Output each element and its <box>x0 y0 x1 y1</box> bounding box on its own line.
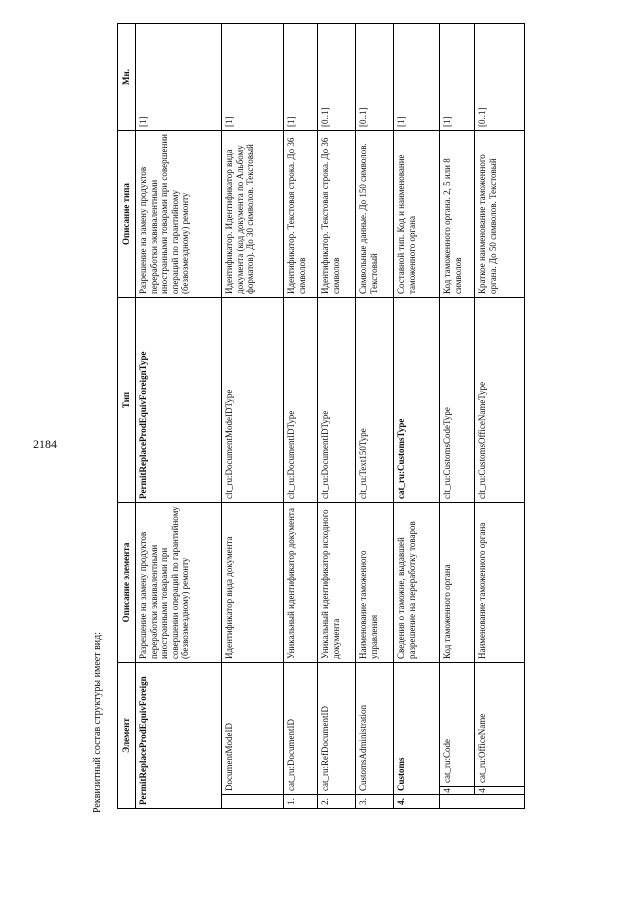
element-description: Уникальный идентификатор исходного документа <box>318 503 356 663</box>
type-description: Идентификатор. Идентификатор вида документа (код документа по Альбому форматов). До 30 символов. Текстовый <box>222 131 284 298</box>
multiplicity: [1] <box>136 24 222 131</box>
table-row <box>394 24 440 809</box>
indent-cell <box>440 795 475 809</box>
type-name: clt_ru:CustomsOfficeNameType <box>475 298 525 503</box>
indent-cell <box>475 795 525 809</box>
type-description: Идентификатор. Текстовая строка. До 36 символов <box>318 131 356 298</box>
multiplicity: [0..1] <box>356 24 394 131</box>
element-description: Сведения о таможне, выдавшей разрешение на переработку товаров <box>394 503 440 663</box>
element-name: cat_ru:OfficeName <box>475 663 525 787</box>
table-row <box>284 24 318 809</box>
multiplicity: [1] <box>284 24 318 131</box>
multiplicity: [1] <box>222 24 284 131</box>
table-row <box>136 24 222 809</box>
type-name: clt_ru:DocumentModeIDType <box>222 298 284 503</box>
type-name: clt_ru:DocumentIDType <box>284 298 318 503</box>
header-row <box>118 24 136 809</box>
element-description: Уникальный идентификатор документа <box>284 503 318 663</box>
row-number: 2. <box>318 795 356 809</box>
element-description: Наименование таможенного управления <box>356 503 394 663</box>
page-number: 2184 <box>33 437 57 451</box>
multiplicity: [0..1] <box>475 24 525 131</box>
header-type-description: Описание типа <box>118 131 136 298</box>
row-number: 4 <box>475 787 525 795</box>
element-description: Код таможенного органа <box>440 503 475 663</box>
header-element-description: Описание элемента <box>118 503 136 663</box>
table-row <box>440 24 475 809</box>
element-name: cat_ru:DocumentID <box>284 663 318 795</box>
element-description: Разрешение на замену продуктов переработки эквивалентными иностранными товарами при совершении операций по гарантийному (безвозмездному) ремонту <box>136 503 222 663</box>
header-element: Элемент <box>118 663 136 809</box>
header-type: Тип <box>118 298 136 503</box>
multiplicity: [0..1] <box>318 24 356 131</box>
type-description: Краткое наименование таможенного органа. До 50 символов. Текстовый <box>475 131 525 298</box>
element-name: cat_ru:RefDocumentID <box>318 663 356 795</box>
element-name: CustomsAdministration <box>356 663 394 795</box>
element-description: Идентификатор вида документа <box>222 503 284 663</box>
row-number: 4 <box>440 787 475 795</box>
table-row <box>318 24 356 809</box>
table-row <box>356 24 394 809</box>
row-number: 1. <box>284 795 318 809</box>
element-name: PermitReplaceProdEquivForeign <box>136 663 222 809</box>
type-description: Символьные данные. До 150 символов. Текстовый <box>356 131 394 298</box>
type-name: clt_ru:DocumentIDType <box>318 298 356 503</box>
structure-table <box>117 23 525 809</box>
row-number: 3. <box>356 795 394 809</box>
type-name: PermitReplaceProdEquivForeignType <box>136 298 222 503</box>
header-multiplicity: Мн. <box>118 24 136 131</box>
type-description: Идентификатор. Текстовая строка. До 36 символов <box>284 131 318 298</box>
indent-cell <box>222 795 284 809</box>
element-name: cat_ru:Code <box>440 663 475 787</box>
element-name: Customs <box>394 663 440 795</box>
table-row <box>475 24 525 809</box>
table-row <box>222 24 284 809</box>
intro-text: Реквизитный состав структуры имеет вид: <box>92 631 103 813</box>
element-name: DocumentModeID <box>222 663 284 795</box>
type-name: cat_ru:CustomsType <box>394 298 440 503</box>
type-name: clt_ru:Text150Type <box>356 298 394 503</box>
type-name: clt_ru:CustomsCodeType <box>440 298 475 503</box>
type-description: Код таможенного органа. 2, 5 или 8 символов <box>440 131 475 298</box>
row-number: 4. <box>394 795 440 809</box>
type-description: Разрешение на замену продуктов переработки эквивалентными иностранными товарами при совершении операций по гарантийному (безвозмездному) ремонту <box>136 131 222 298</box>
multiplicity: [1] <box>394 24 440 131</box>
multiplicity: [1] <box>440 24 475 131</box>
type-description: Составной тип. Код и наименование таможенного органа <box>394 131 440 298</box>
element-description: Наименование таможенного органа <box>475 503 525 663</box>
